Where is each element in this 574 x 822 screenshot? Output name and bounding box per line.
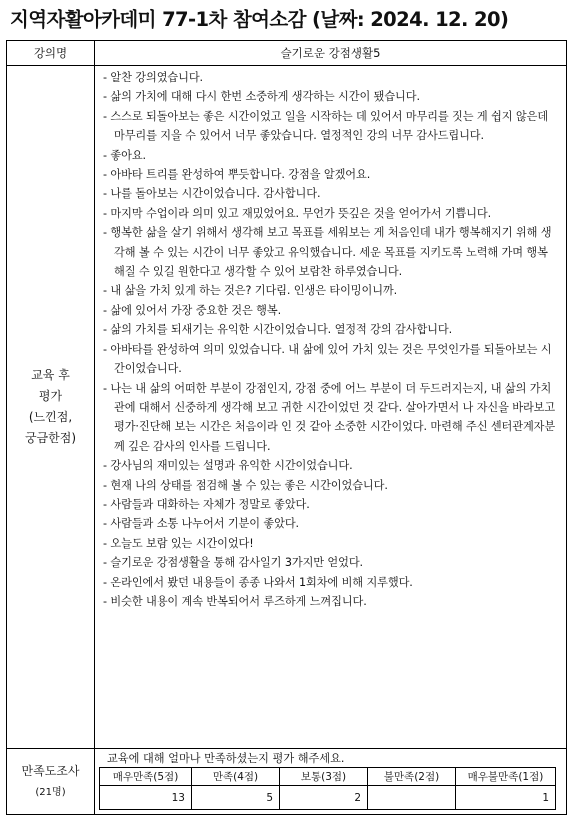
evaluation-label: 교육 후 평가 (느낀점, 궁금한점) xyxy=(7,66,95,749)
report-table xyxy=(6,40,567,815)
lecture-name-value: 슬기로운 강점생활5 xyxy=(95,41,567,66)
comment-item: - 삶의 가치를 되새기는 유익한 시간이었습니다. 열정적 강의 감사합니다. xyxy=(95,320,558,339)
comment-item: - 좋아요. xyxy=(95,146,558,165)
comment-item: - 스스로 되돌아보는 좋은 시간이었고 일을 시작하는 데 있어서 마무리를 짓는 게 쉽지 않은데 마무리를 지을 수 있어서 너무 좋았습니다. 열정적인 강의 너무 감사드립니다. xyxy=(95,107,558,146)
comment-item: - 사람들과 소통 나누어서 기분이 좋았다. xyxy=(95,514,558,533)
survey-col-header: 매우만족(5점) xyxy=(100,768,192,786)
comment-item: - 현재 나의 상태를 점검해 볼 수 있는 좋은 시간이었습니다. xyxy=(95,476,558,495)
survey-value xyxy=(368,786,456,810)
survey-table xyxy=(99,767,556,810)
survey-value: 1 xyxy=(456,786,556,810)
comment-item: - 삶에 있어서 가장 중요한 것은 행복. xyxy=(95,301,558,320)
comment-item: - 나는 내 삶의 어떠한 부분이 강점인지, 강점 중에 어느 부분이 더 두드러지는지, 내 삶의 가치관에 대해서 신중하게 생각해 보고 귀한 시간이었던 것 같다. 살아가면서 나 자신을 바라보고 평가·진단해 보는 시간은 처음이라 인 것 같아 소중한 시간이었다. 마련해 주신 센터관계자분께 깊은 감사의 인사를 드립니다. xyxy=(95,379,558,457)
comment-item: - 사람들과 대화하는 자체가 정말로 좋았다. xyxy=(95,495,558,514)
comment-item: - 오늘도 보람 있는 시간이었다! xyxy=(95,534,558,553)
survey-col-header: 보통(3점) xyxy=(280,768,368,786)
survey-col-header: 불만족(2점) xyxy=(368,768,456,786)
survey-value: 13 xyxy=(100,786,192,810)
comment-item: - 아바타 트리를 완성하여 뿌듯합니다. 강점을 알겠어요. xyxy=(95,165,558,184)
evaluation-comments xyxy=(95,66,567,749)
comment-item: - 아바타를 완성하여 의미 있었습니다. 내 삶에 있어 가치 있는 것은 무엇인가를 되돌아보는 시간이었습니다. xyxy=(95,340,558,379)
comment-item: - 마지막 수업이라 의미 있고 재밌었어요. 무언가 뜻깊은 것을 얻어가서 기쁩니다. xyxy=(95,204,558,223)
comment-item: - 나를 돌아보는 시간이었습니다. 감사합니다. xyxy=(95,184,558,203)
comment-item: - 슬기로운 강점생활을 통해 감사일기 3가지만 얻었다. xyxy=(95,553,558,572)
survey-value: 5 xyxy=(192,786,280,810)
lecture-name-header: 강의명 xyxy=(7,41,95,66)
comment-item: - 강사님의 재미있는 설명과 유익한 시간이었습니다. xyxy=(95,456,558,475)
comment-item: - 삶의 가치에 대해 다시 한번 소중하게 생각하는 시간이 됐습니다. xyxy=(95,87,558,106)
survey-count: (21명) xyxy=(35,786,66,798)
survey-label: 만족도조사 (21명) xyxy=(7,749,95,815)
survey-col-header: 매우불만족(1점) xyxy=(456,768,556,786)
comment-item: - 알찬 강의였습니다. xyxy=(95,68,558,87)
survey-col-header: 만족(4점) xyxy=(192,768,280,786)
comment-item: - 온라인에서 봤던 내용들이 종종 나와서 1회차에 비해 지루했다. xyxy=(95,573,558,592)
survey-cell xyxy=(95,749,567,815)
comment-list xyxy=(95,66,566,613)
survey-value: 2 xyxy=(280,786,368,810)
comment-item: - 내 삶을 가치 있게 하는 것은? 기다림. 인생은 타이밍이니까. xyxy=(95,281,558,300)
page-title: 지역자활아카데미 77-1차 참여소감 (날짜: 2024. 12. 20) xyxy=(10,8,509,31)
survey-question: 교육에 대해 얼마나 만족하셨는지 평가 해주세요. xyxy=(107,752,345,765)
comment-item: - 비슷한 내용이 계속 반복되어서 루즈하게 느껴집니다. xyxy=(95,592,558,611)
comment-item: - 행복한 삶을 살기 위해서 생각해 보고 목표를 세워보는 게 처음인데 내가 행복해지기 위해 생각해 볼 수 있는 시간이 너무 좋았고 유익했습니다. 세운 목표를 지키도록 노력해 가며 행복해질 수 있길 원한다고 생각할 수 있어 보람찬 하루였습니다. xyxy=(95,223,558,281)
